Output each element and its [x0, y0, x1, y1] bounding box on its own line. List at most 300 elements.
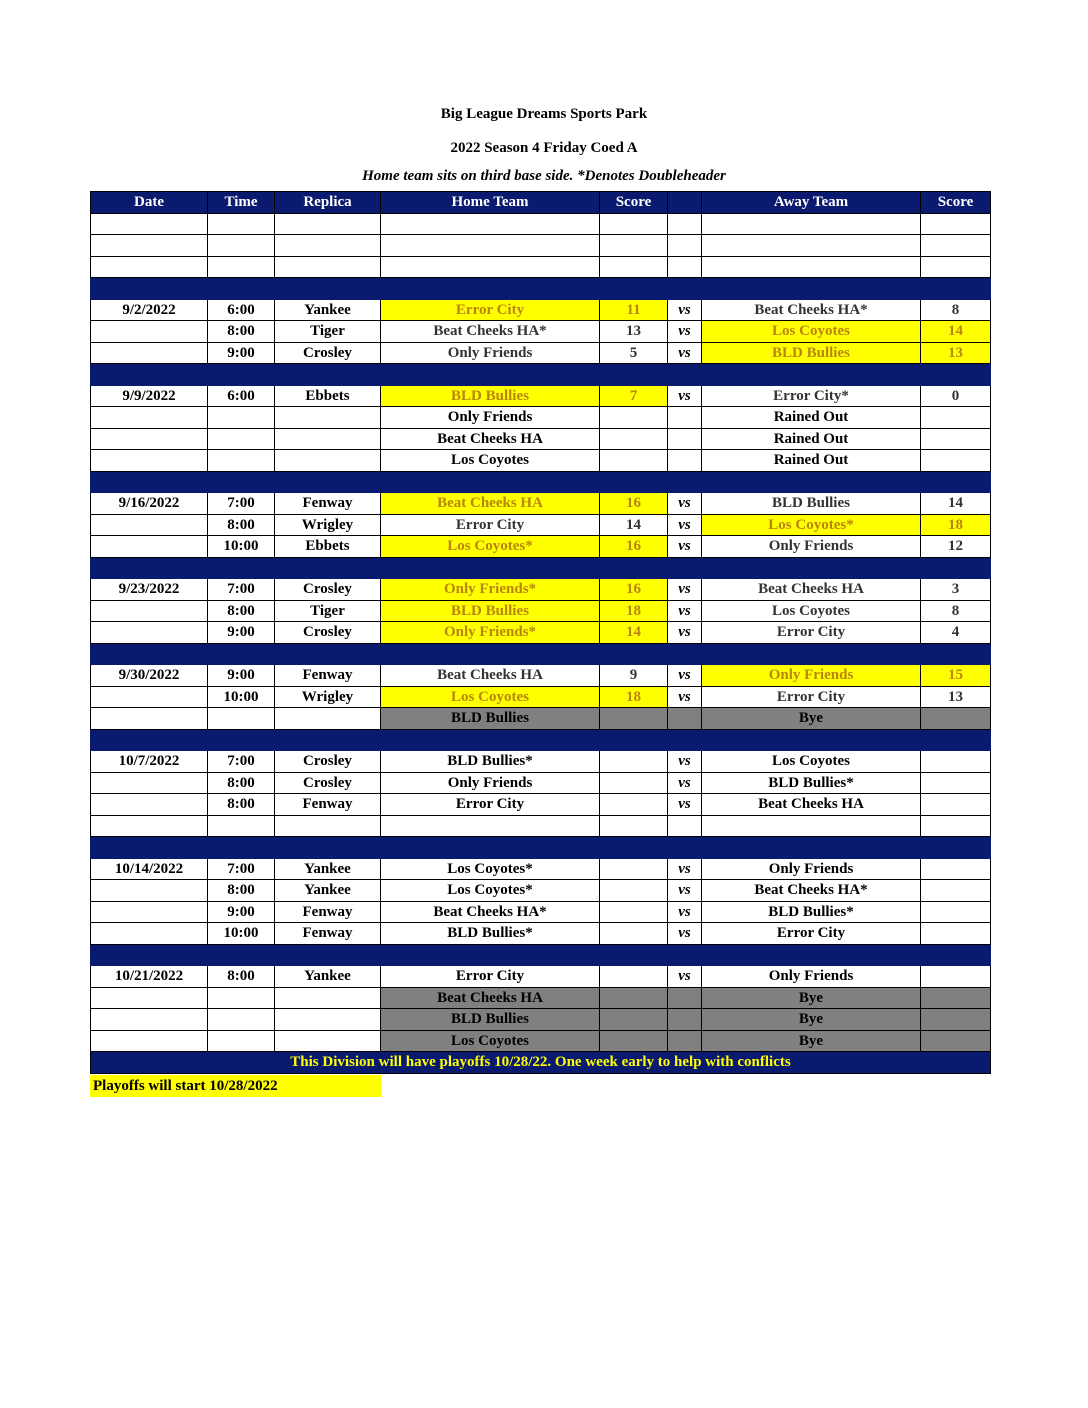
separator-cell: [921, 643, 991, 665]
vs-cell: [668, 450, 702, 472]
date-cell: [91, 880, 208, 902]
date-cell: [91, 708, 208, 730]
vs-cell: vs: [668, 342, 702, 364]
home-score-cell: [600, 428, 668, 450]
separator-cell: [91, 278, 208, 300]
date-cell: 9/23/2022: [91, 579, 208, 601]
away-team-cell: Beat Cheeks HA: [702, 579, 921, 601]
game-row: [91, 665, 991, 687]
vs-cell: [668, 428, 702, 450]
empty-cell: [208, 235, 275, 257]
away-team-cell: BLD Bullies*: [702, 901, 921, 923]
vs-cell: [668, 1030, 702, 1052]
empty-cell: [702, 256, 921, 278]
replica-cell: [275, 1009, 381, 1031]
separator-cell: [381, 364, 600, 386]
home-score-cell: [600, 1030, 668, 1052]
away-score-cell: [921, 772, 991, 794]
separator-cell: [600, 729, 668, 751]
empty-cell: [275, 235, 381, 257]
separator-cell: [921, 944, 991, 966]
time-cell: [208, 708, 275, 730]
vs-cell: vs: [668, 622, 702, 644]
bye-team-cell: BLD Bullies: [381, 1009, 600, 1031]
away-score-cell: [921, 923, 991, 945]
blank-row: [91, 235, 991, 257]
home-team-cell: Beat Cheeks HA*: [381, 901, 600, 923]
separator-cell: [668, 364, 702, 386]
date-cell: [91, 450, 208, 472]
bye-team-cell: BLD Bullies: [381, 708, 600, 730]
away-score-cell: 3: [921, 579, 991, 601]
away-score-cell: [921, 987, 991, 1009]
home-score-cell: [600, 901, 668, 923]
time-cell: 7:00: [208, 858, 275, 880]
time-cell: 8:00: [208, 321, 275, 343]
home-score-cell: 9: [600, 665, 668, 687]
time-cell: [208, 407, 275, 429]
bye-label-cell: Bye: [702, 708, 921, 730]
time-cell: 9:00: [208, 665, 275, 687]
away-team-cell: Los Coyotes*: [702, 514, 921, 536]
date-cell: 10/21/2022: [91, 966, 208, 988]
separator-cell: [275, 278, 381, 300]
empty-cell: [668, 815, 702, 837]
replica-cell: Yankee: [275, 880, 381, 902]
week-separator: [91, 643, 991, 665]
vs-cell: vs: [668, 665, 702, 687]
time-cell: 8:00: [208, 794, 275, 816]
home-score-cell: 11: [600, 299, 668, 321]
away-score-cell: 0: [921, 385, 991, 407]
col-away-score: Score: [921, 192, 991, 214]
away-team-cell: Only Friends: [702, 966, 921, 988]
separator-cell: [208, 643, 275, 665]
date-cell: 9/30/2022: [91, 665, 208, 687]
home-score-cell: 18: [600, 600, 668, 622]
date-cell: [91, 321, 208, 343]
bye-row: [91, 1009, 991, 1031]
date-cell: [91, 794, 208, 816]
empty-cell: [702, 213, 921, 235]
home-score-cell: [600, 450, 668, 472]
home-team-cell: Los Coyotes: [381, 686, 600, 708]
home-score-cell: 5: [600, 342, 668, 364]
game-row: [91, 579, 991, 601]
game-row: [91, 751, 991, 773]
time-cell: 9:00: [208, 901, 275, 923]
separator-cell: [275, 643, 381, 665]
separator-cell: [275, 944, 381, 966]
away-score-cell: [921, 966, 991, 988]
away-score-cell: [921, 858, 991, 880]
bye-team-cell: Beat Cheeks HA: [381, 987, 600, 1009]
away-score-cell: 15: [921, 665, 991, 687]
replica-cell: Ebbets: [275, 385, 381, 407]
home-team-cell: Los Coyotes*: [381, 858, 600, 880]
separator-cell: [381, 837, 600, 859]
replica-cell: Ebbets: [275, 536, 381, 558]
empty-cell: [91, 256, 208, 278]
separator-cell: [381, 278, 600, 300]
vs-cell: vs: [668, 579, 702, 601]
bye-team-cell: Los Coyotes: [381, 1030, 600, 1052]
game-row: [91, 772, 991, 794]
blank-row: [91, 213, 991, 235]
away-team-cell: Error City: [702, 622, 921, 644]
home-score-cell: [600, 1009, 668, 1031]
replica-cell: Yankee: [275, 858, 381, 880]
replica-cell: Crosley: [275, 622, 381, 644]
game-row: [91, 794, 991, 816]
replica-cell: [275, 987, 381, 1009]
vs-cell: vs: [668, 794, 702, 816]
game-row: [91, 342, 991, 364]
schedule-table: [90, 191, 991, 1074]
home-score-cell: [600, 923, 668, 945]
empty-cell: [208, 256, 275, 278]
home-score-cell: 7: [600, 385, 668, 407]
home-team-cell: Beat Cheeks HA: [381, 493, 600, 515]
date-cell: [91, 536, 208, 558]
away-team-cell: Los Coyotes: [702, 751, 921, 773]
separator-cell: [91, 729, 208, 751]
replica-cell: [275, 1030, 381, 1052]
vs-cell: vs: [668, 385, 702, 407]
away-score-cell: [921, 901, 991, 923]
replica-cell: Fenway: [275, 794, 381, 816]
page-title: Big League Dreams Sports Park: [440, 106, 648, 122]
home-score-cell: [600, 772, 668, 794]
empty-cell: [381, 235, 600, 257]
blank-row: [91, 815, 991, 837]
away-score-cell: 8: [921, 299, 991, 321]
home-team-cell: Error City: [381, 794, 600, 816]
time-cell: 10:00: [208, 536, 275, 558]
replica-cell: Fenway: [275, 493, 381, 515]
date-cell: 9/2/2022: [91, 299, 208, 321]
separator-cell: [275, 837, 381, 859]
vs-cell: vs: [668, 772, 702, 794]
col-vs: [668, 192, 702, 214]
empty-cell: [208, 213, 275, 235]
away-score-cell: 14: [921, 493, 991, 515]
home-team-cell: Beat Cheeks HA: [381, 665, 600, 687]
vs-cell: vs: [668, 858, 702, 880]
away-score-cell: [921, 880, 991, 902]
away-team-cell: Error City*: [702, 385, 921, 407]
separator-cell: [702, 944, 921, 966]
separator-cell: [208, 364, 275, 386]
home-team-cell: Only Friends*: [381, 622, 600, 644]
away-score-cell: [921, 428, 991, 450]
game-row: [91, 407, 991, 429]
home-score-cell: 13: [600, 321, 668, 343]
bye-row: [91, 708, 991, 730]
separator-cell: [381, 557, 600, 579]
vs-cell: vs: [668, 321, 702, 343]
separator-cell: [381, 643, 600, 665]
separator-cell: [668, 729, 702, 751]
away-team-cell: BLD Bullies*: [702, 772, 921, 794]
col-replica: Replica: [275, 192, 381, 214]
away-team-cell: Rained Out: [702, 407, 921, 429]
home-score-cell: [600, 794, 668, 816]
week-separator: [91, 471, 991, 493]
away-score-cell: [921, 1009, 991, 1031]
away-score-cell: [921, 794, 991, 816]
home-team-cell: Los Coyotes*: [381, 536, 600, 558]
separator-cell: [381, 729, 600, 751]
date-cell: [91, 987, 208, 1009]
playoffs-start-note: Playoffs will start 10/28/2022: [90, 1075, 381, 1097]
separator-cell: [208, 278, 275, 300]
game-row: [91, 622, 991, 644]
separator-cell: [921, 557, 991, 579]
date-cell: [91, 1009, 208, 1031]
time-cell: [208, 450, 275, 472]
home-team-cell: Only Friends: [381, 772, 600, 794]
replica-cell: [275, 407, 381, 429]
empty-cell: [668, 256, 702, 278]
date-cell: [91, 342, 208, 364]
game-row: [91, 493, 991, 515]
away-score-cell: [921, 450, 991, 472]
replica-cell: Wrigley: [275, 686, 381, 708]
separator-cell: [702, 837, 921, 859]
home-score-cell: [600, 407, 668, 429]
away-score-cell: 8: [921, 600, 991, 622]
vs-cell: vs: [668, 686, 702, 708]
empty-cell: [275, 256, 381, 278]
game-row: [91, 686, 991, 708]
col-away-team: Away Team: [702, 192, 921, 214]
replica-cell: [275, 450, 381, 472]
separator-cell: [921, 278, 991, 300]
home-team-cell: Beat Cheeks HA: [381, 428, 600, 450]
separator-cell: [275, 471, 381, 493]
schedule-note: Home team sits on third base side. *Denotes Doubleheader: [362, 168, 726, 184]
empty-cell: [208, 815, 275, 837]
empty-cell: [91, 815, 208, 837]
home-team-cell: Beat Cheeks HA*: [381, 321, 600, 343]
replica-cell: Crosley: [275, 751, 381, 773]
bye-row: [91, 987, 991, 1009]
away-team-cell: Los Coyotes: [702, 600, 921, 622]
vs-cell: vs: [668, 923, 702, 945]
empty-cell: [600, 235, 668, 257]
away-team-cell: Only Friends: [702, 858, 921, 880]
empty-cell: [381, 213, 600, 235]
separator-cell: [668, 837, 702, 859]
home-score-cell: [600, 966, 668, 988]
empty-cell: [600, 815, 668, 837]
separator-cell: [208, 944, 275, 966]
vs-cell: [668, 708, 702, 730]
away-team-cell: Error City: [702, 686, 921, 708]
away-score-cell: 13: [921, 686, 991, 708]
week-separator: [91, 944, 991, 966]
col-time: Time: [208, 192, 275, 214]
game-row: [91, 536, 991, 558]
replica-cell: [275, 708, 381, 730]
game-row: [91, 299, 991, 321]
time-cell: 6:00: [208, 385, 275, 407]
time-cell: 7:00: [208, 493, 275, 515]
game-row: [91, 385, 991, 407]
time-cell: [208, 1030, 275, 1052]
replica-cell: Tiger: [275, 321, 381, 343]
week-separator: [91, 364, 991, 386]
home-team-cell: Only Friends: [381, 407, 600, 429]
time-cell: 8:00: [208, 514, 275, 536]
empty-cell: [921, 815, 991, 837]
separator-cell: [91, 557, 208, 579]
away-team-cell: Rained Out: [702, 428, 921, 450]
home-score-cell: [600, 858, 668, 880]
game-row: [91, 450, 991, 472]
vs-cell: vs: [668, 600, 702, 622]
empty-cell: [381, 256, 600, 278]
separator-cell: [921, 364, 991, 386]
home-score-cell: 16: [600, 536, 668, 558]
vs-cell: [668, 1009, 702, 1031]
home-score-cell: 14: [600, 514, 668, 536]
away-score-cell: [921, 751, 991, 773]
replica-cell: Fenway: [275, 923, 381, 945]
separator-cell: [208, 557, 275, 579]
home-team-cell: Error City: [381, 966, 600, 988]
home-team-cell: Los Coyotes: [381, 450, 600, 472]
separator-cell: [91, 643, 208, 665]
separator-cell: [702, 364, 921, 386]
empty-cell: [381, 815, 600, 837]
separator-cell: [702, 278, 921, 300]
empty-cell: [921, 235, 991, 257]
away-team-cell: Error City: [702, 923, 921, 945]
replica-cell: Crosley: [275, 342, 381, 364]
home-score-cell: [600, 708, 668, 730]
game-row: [91, 514, 991, 536]
game-row: [91, 880, 991, 902]
separator-cell: [668, 278, 702, 300]
away-score-cell: 14: [921, 321, 991, 343]
time-cell: 8:00: [208, 772, 275, 794]
time-cell: 6:00: [208, 299, 275, 321]
week-separator: [91, 729, 991, 751]
home-score-cell: 18: [600, 686, 668, 708]
game-row: [91, 600, 991, 622]
empty-cell: [275, 213, 381, 235]
date-cell: [91, 772, 208, 794]
empty-cell: [600, 213, 668, 235]
home-team-cell: Error City: [381, 514, 600, 536]
bye-label-cell: Bye: [702, 1030, 921, 1052]
date-cell: 9/9/2022: [91, 385, 208, 407]
home-team-cell: BLD Bullies*: [381, 923, 600, 945]
empty-cell: [600, 256, 668, 278]
separator-cell: [275, 729, 381, 751]
separator-cell: [208, 471, 275, 493]
time-cell: 10:00: [208, 686, 275, 708]
away-team-cell: Beat Cheeks HA*: [702, 299, 921, 321]
home-score-cell: 16: [600, 579, 668, 601]
separator-cell: [600, 837, 668, 859]
away-score-cell: 12: [921, 536, 991, 558]
replica-cell: [275, 428, 381, 450]
away-score-cell: 13: [921, 342, 991, 364]
time-cell: 9:00: [208, 342, 275, 364]
away-score-cell: [921, 407, 991, 429]
time-cell: 7:00: [208, 579, 275, 601]
time-cell: [208, 428, 275, 450]
home-score-cell: [600, 880, 668, 902]
replica-cell: Wrigley: [275, 514, 381, 536]
time-cell: 8:00: [208, 600, 275, 622]
home-score-cell: [600, 751, 668, 773]
empty-cell: [91, 235, 208, 257]
separator-cell: [668, 557, 702, 579]
date-cell: [91, 686, 208, 708]
separator-cell: [600, 471, 668, 493]
away-team-cell: Only Friends: [702, 665, 921, 687]
away-team-cell: Beat Cheeks HA*: [702, 880, 921, 902]
game-row: [91, 923, 991, 945]
away-score-cell: 4: [921, 622, 991, 644]
separator-cell: [208, 729, 275, 751]
separator-cell: [702, 643, 921, 665]
away-team-cell: BLD Bullies: [702, 493, 921, 515]
separator-cell: [91, 837, 208, 859]
separator-cell: [91, 944, 208, 966]
home-team-cell: Los Coyotes*: [381, 880, 600, 902]
replica-cell: Crosley: [275, 579, 381, 601]
game-row: [91, 321, 991, 343]
separator-cell: [275, 364, 381, 386]
time-cell: 8:00: [208, 880, 275, 902]
col-home-team: Home Team: [381, 192, 600, 214]
page-subtitle: 2022 Season 4 Friday Coed A: [450, 140, 638, 156]
vs-cell: vs: [668, 536, 702, 558]
vs-cell: vs: [668, 514, 702, 536]
separator-cell: [91, 364, 208, 386]
date-cell: 9/16/2022: [91, 493, 208, 515]
away-score-cell: [921, 708, 991, 730]
vs-cell: [668, 987, 702, 1009]
separator-cell: [921, 729, 991, 751]
date-cell: [91, 407, 208, 429]
header-row: [91, 192, 991, 214]
date-cell: [91, 600, 208, 622]
home-score-cell: 16: [600, 493, 668, 515]
empty-cell: [275, 815, 381, 837]
separator-cell: [702, 557, 921, 579]
date-cell: [91, 428, 208, 450]
vs-cell: vs: [668, 901, 702, 923]
home-team-cell: BLD Bullies: [381, 385, 600, 407]
separator-cell: [702, 729, 921, 751]
separator-cell: [600, 278, 668, 300]
separator-cell: [275, 557, 381, 579]
away-team-cell: Los Coyotes: [702, 321, 921, 343]
separator-cell: [668, 471, 702, 493]
date-cell: [91, 1030, 208, 1052]
col-home-score: Score: [600, 192, 668, 214]
playoff-announcement: This Division will have playoffs 10/28/22. One week early to help with conflicts: [91, 1052, 991, 1074]
vs-cell: vs: [668, 880, 702, 902]
separator-cell: [668, 944, 702, 966]
bye-row: [91, 1030, 991, 1052]
